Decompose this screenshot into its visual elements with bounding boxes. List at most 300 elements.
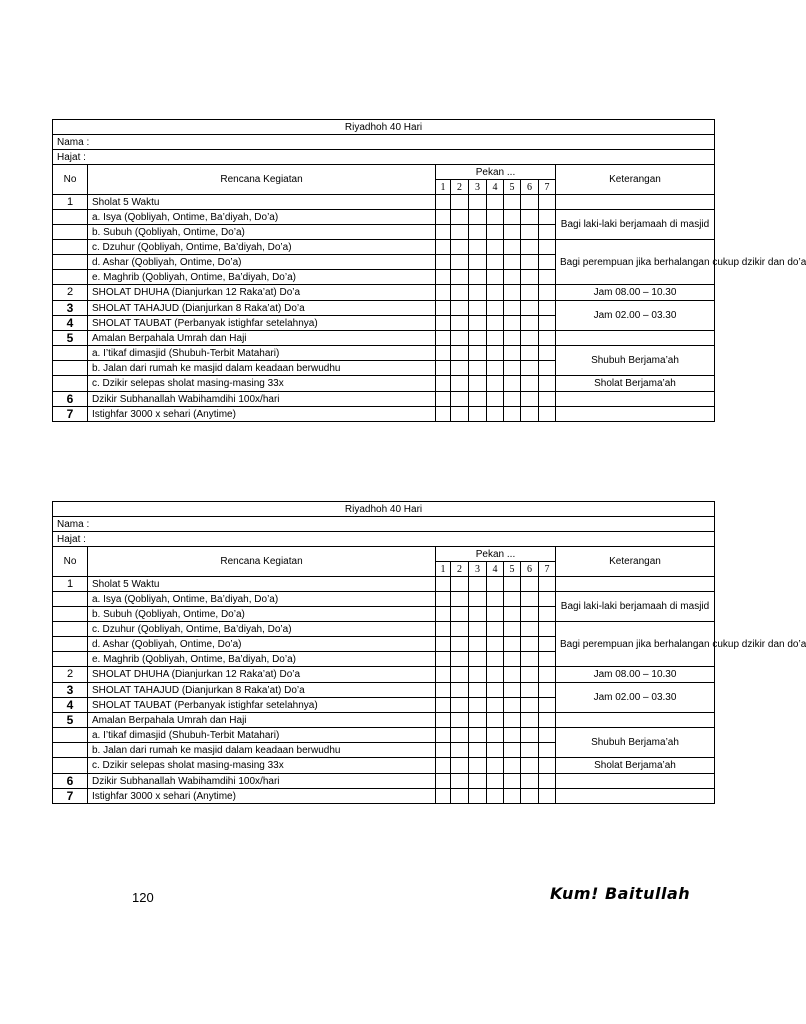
week-check-cell[interactable] bbox=[436, 285, 451, 301]
week-check-cell[interactable] bbox=[539, 698, 556, 713]
week-check-cell[interactable] bbox=[451, 758, 469, 774]
week-1: 1 bbox=[436, 562, 451, 577]
week-check-cell[interactable] bbox=[436, 774, 451, 789]
week-check-cell[interactable] bbox=[504, 331, 521, 346]
week-check-cell[interactable] bbox=[487, 195, 504, 210]
week-check-cell[interactable] bbox=[504, 225, 521, 240]
week-check-cell[interactable] bbox=[504, 622, 521, 637]
activity-text: SHOLAT TAHAJUD (Dianjurkan 8 Raka’at) Do’a bbox=[88, 301, 436, 316]
row-number bbox=[53, 652, 88, 667]
week-check-cell[interactable] bbox=[487, 210, 504, 225]
week-check-cell[interactable] bbox=[451, 607, 469, 622]
week-check-cell[interactable] bbox=[521, 240, 539, 255]
week-check-cell[interactable] bbox=[451, 270, 469, 285]
week-7: 7 bbox=[539, 562, 556, 577]
week-check-cell[interactable] bbox=[487, 698, 504, 713]
week-check-cell[interactable] bbox=[469, 361, 487, 376]
week-check-cell[interactable] bbox=[436, 592, 451, 607]
week-check-cell[interactable] bbox=[436, 255, 451, 270]
week-check-cell[interactable] bbox=[469, 301, 487, 316]
week-check-cell[interactable] bbox=[487, 713, 504, 728]
week-check-cell[interactable] bbox=[469, 789, 487, 804]
keterangan-laki: Bagi laki-laki berjamaah di masjid bbox=[556, 210, 715, 240]
week-check-cell[interactable] bbox=[451, 667, 469, 683]
week-check-cell[interactable] bbox=[539, 331, 556, 346]
week-check-cell[interactable] bbox=[436, 195, 451, 210]
week-check-cell[interactable] bbox=[487, 331, 504, 346]
week-check-cell[interactable] bbox=[469, 331, 487, 346]
week-check-cell[interactable] bbox=[469, 622, 487, 637]
week-check-cell[interactable] bbox=[436, 698, 451, 713]
week-check-cell[interactable] bbox=[451, 728, 469, 743]
week-check-cell[interactable] bbox=[521, 622, 539, 637]
riyadhoh-table bbox=[52, 501, 806, 804]
week-check-cell[interactable] bbox=[436, 316, 451, 331]
week-check-cell[interactable] bbox=[469, 683, 487, 698]
week-check-cell[interactable] bbox=[504, 301, 521, 316]
keterangan-empty bbox=[556, 713, 715, 728]
week-check-cell[interactable] bbox=[451, 407, 469, 422]
week-check-cell[interactable] bbox=[436, 225, 451, 240]
table-row bbox=[53, 758, 715, 774]
week-check-cell[interactable] bbox=[504, 407, 521, 422]
week-1: 1 bbox=[436, 180, 451, 195]
week-check-cell[interactable] bbox=[521, 592, 539, 607]
keterangan-empty bbox=[556, 195, 715, 210]
table-row bbox=[53, 240, 715, 255]
page-number: 120 bbox=[132, 890, 154, 905]
week-check-cell[interactable] bbox=[521, 698, 539, 713]
week-check-cell[interactable] bbox=[539, 592, 556, 607]
week-check-cell[interactable] bbox=[504, 667, 521, 683]
header-keterangan: Keterangan bbox=[556, 547, 715, 577]
week-check-cell[interactable] bbox=[539, 758, 556, 774]
week-check-cell[interactable] bbox=[436, 407, 451, 422]
row-number bbox=[53, 592, 88, 607]
week-check-cell[interactable] bbox=[436, 728, 451, 743]
week-check-cell[interactable] bbox=[487, 774, 504, 789]
week-check-cell[interactable] bbox=[539, 789, 556, 804]
week-check-cell[interactable] bbox=[521, 667, 539, 683]
row-number bbox=[53, 607, 88, 622]
week-check-cell[interactable] bbox=[521, 407, 539, 422]
row-number: 3 bbox=[53, 301, 88, 316]
week-check-cell[interactable] bbox=[504, 361, 521, 376]
week-check-cell[interactable] bbox=[436, 270, 451, 285]
week-check-cell[interactable] bbox=[436, 789, 451, 804]
week-check-cell[interactable] bbox=[504, 346, 521, 361]
week-check-cell[interactable] bbox=[539, 225, 556, 240]
header-rencana: Rencana Kegiatan bbox=[88, 165, 436, 195]
week-check-cell[interactable] bbox=[451, 789, 469, 804]
week-6: 6 bbox=[521, 180, 539, 195]
week-check-cell[interactable] bbox=[521, 743, 539, 758]
week-check-cell[interactable] bbox=[469, 728, 487, 743]
week-check-cell[interactable] bbox=[487, 592, 504, 607]
header-keterangan: Keterangan bbox=[556, 165, 715, 195]
week-check-cell[interactable] bbox=[539, 270, 556, 285]
week-check-cell[interactable] bbox=[436, 301, 451, 316]
week-check-cell[interactable] bbox=[504, 270, 521, 285]
week-check-cell[interactable] bbox=[451, 774, 469, 789]
riyadhoh-table-2 bbox=[52, 501, 806, 804]
week-check-cell[interactable] bbox=[487, 376, 504, 392]
week-check-cell[interactable] bbox=[521, 376, 539, 392]
week-check-cell[interactable] bbox=[469, 316, 487, 331]
week-check-cell[interactable] bbox=[521, 285, 539, 301]
week-check-cell[interactable] bbox=[504, 607, 521, 622]
week-check-cell[interactable] bbox=[487, 316, 504, 331]
week-check-cell[interactable] bbox=[504, 392, 521, 407]
week-check-cell[interactable] bbox=[539, 301, 556, 316]
week-check-cell[interactable] bbox=[487, 270, 504, 285]
week-check-cell[interactable] bbox=[469, 255, 487, 270]
header-pekan: Pekan ... bbox=[436, 547, 556, 562]
week-check-cell[interactable] bbox=[521, 577, 539, 592]
activity-text: e. Maghrib (Qobliyah, Ontime, Ba’diyah, Do’a) bbox=[88, 652, 436, 667]
week-check-cell[interactable] bbox=[469, 270, 487, 285]
hajat-field: Hajat : bbox=[53, 532, 715, 547]
row-number bbox=[53, 637, 88, 652]
week-check-cell[interactable] bbox=[451, 316, 469, 331]
week-check-cell[interactable] bbox=[487, 577, 504, 592]
row-number: 4 bbox=[53, 698, 88, 713]
week-check-cell[interactable] bbox=[469, 637, 487, 652]
row-number: 5 bbox=[53, 713, 88, 728]
week-check-cell[interactable] bbox=[539, 195, 556, 210]
row-number: 6 bbox=[53, 774, 88, 789]
week-check-cell[interactable] bbox=[487, 728, 504, 743]
week-check-cell[interactable] bbox=[469, 713, 487, 728]
week-check-cell[interactable] bbox=[451, 652, 469, 667]
week-check-cell[interactable] bbox=[451, 195, 469, 210]
week-3: 3 bbox=[469, 180, 487, 195]
week-check-cell[interactable] bbox=[521, 331, 539, 346]
row-number bbox=[53, 743, 88, 758]
week-check-cell[interactable] bbox=[436, 361, 451, 376]
week-check-cell[interactable] bbox=[469, 592, 487, 607]
week-check-cell[interactable] bbox=[469, 195, 487, 210]
week-check-cell[interactable] bbox=[487, 789, 504, 804]
row-number bbox=[53, 376, 88, 392]
week-check-cell[interactable] bbox=[487, 225, 504, 240]
week-check-cell[interactable] bbox=[451, 698, 469, 713]
activity-text: c. Dzuhur (Qobliyah, Ontime, Ba’diyah, Do’a) bbox=[88, 622, 436, 637]
week-check-cell[interactable] bbox=[521, 270, 539, 285]
activity-text: c. Dzuhur (Qobliyah, Ontime, Ba’diyah, Do’a) bbox=[88, 240, 436, 255]
week-check-cell[interactable] bbox=[487, 637, 504, 652]
week-check-cell[interactable] bbox=[539, 361, 556, 376]
table-title: Riyadhoh 40 Hari bbox=[53, 120, 715, 135]
activity-text: a. Isya (Qobliyah, Ontime, Ba’diyah, Do’a) bbox=[88, 210, 436, 225]
activity-text: Amalan Berpahala Umrah dan Haji bbox=[88, 331, 436, 346]
week-check-cell[interactable] bbox=[521, 683, 539, 698]
week-check-cell[interactable] bbox=[504, 285, 521, 301]
week-check-cell[interactable] bbox=[487, 652, 504, 667]
row-number bbox=[53, 225, 88, 240]
week-check-cell[interactable] bbox=[539, 285, 556, 301]
activity-text: Amalan Berpahala Umrah dan Haji bbox=[88, 713, 436, 728]
week-check-cell[interactable] bbox=[539, 667, 556, 683]
week-check-cell[interactable] bbox=[436, 346, 451, 361]
week-check-cell[interactable] bbox=[539, 683, 556, 698]
week-check-cell[interactable] bbox=[521, 195, 539, 210]
week-check-cell[interactable] bbox=[504, 758, 521, 774]
week-check-cell[interactable] bbox=[504, 316, 521, 331]
week-check-cell[interactable] bbox=[451, 346, 469, 361]
week-check-cell[interactable] bbox=[504, 743, 521, 758]
table-row bbox=[53, 301, 715, 316]
activity-text: e. Maghrib (Qobliyah, Ontime, Ba’diyah, Do’a) bbox=[88, 270, 436, 285]
week-3: 3 bbox=[469, 562, 487, 577]
week-check-cell[interactable] bbox=[521, 225, 539, 240]
week-check-cell[interactable] bbox=[521, 652, 539, 667]
table-row bbox=[53, 376, 715, 392]
week-check-cell[interactable] bbox=[539, 637, 556, 652]
week-check-cell[interactable] bbox=[451, 683, 469, 698]
week-check-cell[interactable] bbox=[451, 331, 469, 346]
table-row bbox=[53, 774, 715, 789]
week-check-cell[interactable] bbox=[539, 713, 556, 728]
week-check-cell[interactable] bbox=[451, 301, 469, 316]
week-check-cell[interactable] bbox=[539, 255, 556, 270]
week-check-cell[interactable] bbox=[504, 637, 521, 652]
week-check-cell[interactable] bbox=[469, 758, 487, 774]
week-check-cell[interactable] bbox=[469, 774, 487, 789]
hajat-field: Hajat : bbox=[53, 150, 715, 165]
week-check-cell[interactable] bbox=[539, 210, 556, 225]
activity-text: b. Jalan dari rumah ke masjid dalam keadaan berwudhu bbox=[88, 361, 436, 376]
table-row bbox=[53, 683, 715, 698]
week-check-cell[interactable] bbox=[469, 346, 487, 361]
week-check-cell[interactable] bbox=[451, 592, 469, 607]
activity-text: a. Isya (Qobliyah, Ontime, Ba’diyah, Do’a) bbox=[88, 592, 436, 607]
week-check-cell[interactable] bbox=[504, 592, 521, 607]
week-check-cell[interactable] bbox=[504, 376, 521, 392]
keterangan-empty bbox=[556, 392, 715, 407]
week-check-cell[interactable] bbox=[504, 652, 521, 667]
row-number bbox=[53, 758, 88, 774]
week-check-cell[interactable] bbox=[487, 607, 504, 622]
week-check-cell[interactable] bbox=[487, 743, 504, 758]
activity-text: a. I’tikaf dimasjid (Shubuh-Terbit Matahari) bbox=[88, 728, 436, 743]
week-check-cell[interactable] bbox=[451, 376, 469, 392]
week-check-cell[interactable] bbox=[521, 728, 539, 743]
week-check-cell[interactable] bbox=[539, 774, 556, 789]
week-check-cell[interactable] bbox=[436, 210, 451, 225]
week-check-cell[interactable] bbox=[469, 743, 487, 758]
table-row bbox=[53, 210, 715, 225]
week-check-cell[interactable] bbox=[469, 607, 487, 622]
activity-text: Istighfar 3000 x sehari (Anytime) bbox=[88, 789, 436, 804]
week-check-cell[interactable] bbox=[539, 240, 556, 255]
week-check-cell[interactable] bbox=[451, 285, 469, 301]
week-check-cell[interactable] bbox=[451, 210, 469, 225]
activity-text: Dzikir Subhanallah Wabihamdihi 100x/hari bbox=[88, 392, 436, 407]
week-check-cell[interactable] bbox=[436, 376, 451, 392]
week-check-cell[interactable] bbox=[504, 240, 521, 255]
week-check-cell[interactable] bbox=[487, 255, 504, 270]
week-check-cell[interactable] bbox=[469, 285, 487, 301]
week-check-cell[interactable] bbox=[451, 240, 469, 255]
week-check-cell[interactable] bbox=[504, 210, 521, 225]
week-check-cell[interactable] bbox=[436, 743, 451, 758]
activity-text: b. Subuh (Qobliyah, Ontime, Do’a) bbox=[88, 225, 436, 240]
header-rencana: Rencana Kegiatan bbox=[88, 547, 436, 577]
table-row bbox=[53, 622, 715, 637]
week-check-cell[interactable] bbox=[521, 637, 539, 652]
table-row bbox=[53, 392, 715, 407]
week-check-cell[interactable] bbox=[436, 607, 451, 622]
row-number: 5 bbox=[53, 331, 88, 346]
week-check-cell[interactable] bbox=[521, 210, 539, 225]
week-check-cell[interactable] bbox=[521, 301, 539, 316]
week-check-cell[interactable] bbox=[487, 407, 504, 422]
week-check-cell[interactable] bbox=[539, 407, 556, 422]
week-check-cell[interactable] bbox=[487, 361, 504, 376]
week-check-cell[interactable] bbox=[469, 392, 487, 407]
week-check-cell[interactable] bbox=[436, 713, 451, 728]
week-check-cell[interactable] bbox=[504, 577, 521, 592]
table-row bbox=[53, 285, 715, 301]
week-check-cell[interactable] bbox=[436, 331, 451, 346]
activity-text: d. Ashar (Qobliyah, Ontime, Do’a) bbox=[88, 255, 436, 270]
week-check-cell[interactable] bbox=[487, 240, 504, 255]
keterangan-jalan: Sholat Berjama’ah bbox=[556, 376, 715, 392]
week-check-cell[interactable] bbox=[436, 392, 451, 407]
week-check-cell[interactable] bbox=[487, 667, 504, 683]
row-number: 1 bbox=[53, 577, 88, 592]
row-number: 7 bbox=[53, 407, 88, 422]
table-title: Riyadhoh 40 Hari bbox=[53, 502, 715, 517]
week-check-cell[interactable] bbox=[521, 361, 539, 376]
week-check-cell[interactable] bbox=[451, 392, 469, 407]
nama-field: Nama : bbox=[53, 135, 715, 150]
row-number bbox=[53, 255, 88, 270]
week-check-cell[interactable] bbox=[504, 255, 521, 270]
week-check-cell[interactable] bbox=[451, 743, 469, 758]
keterangan-perempuan: Bagi perempuan jika berhalangan cukup dzikir dan do’a bbox=[556, 622, 715, 667]
week-check-cell[interactable] bbox=[469, 225, 487, 240]
activity-text: SHOLAT DHUHA (Dianjurkan 12 Raka’at) Do’a bbox=[88, 667, 436, 683]
week-check-cell[interactable] bbox=[539, 652, 556, 667]
activity-text: b. Jalan dari rumah ke masjid dalam keadaan berwudhu bbox=[88, 743, 436, 758]
week-check-cell[interactable] bbox=[504, 774, 521, 789]
week-check-cell[interactable] bbox=[451, 713, 469, 728]
week-check-cell[interactable] bbox=[504, 713, 521, 728]
week-check-cell[interactable] bbox=[521, 713, 539, 728]
week-check-cell[interactable] bbox=[487, 285, 504, 301]
week-check-cell[interactable] bbox=[436, 758, 451, 774]
week-check-cell[interactable] bbox=[504, 195, 521, 210]
keterangan-empty bbox=[556, 331, 715, 346]
week-check-cell[interactable] bbox=[487, 683, 504, 698]
week-check-cell[interactable] bbox=[487, 346, 504, 361]
week-check-cell[interactable] bbox=[521, 392, 539, 407]
week-check-cell[interactable] bbox=[504, 698, 521, 713]
week-check-cell[interactable] bbox=[521, 316, 539, 331]
week-check-cell[interactable] bbox=[521, 346, 539, 361]
week-check-cell[interactable] bbox=[487, 392, 504, 407]
week-check-cell[interactable] bbox=[451, 577, 469, 592]
header-pekan: Pekan ... bbox=[436, 165, 556, 180]
week-check-cell[interactable] bbox=[539, 728, 556, 743]
week-check-cell[interactable] bbox=[539, 607, 556, 622]
week-check-cell[interactable] bbox=[487, 758, 504, 774]
week-check-cell[interactable] bbox=[487, 301, 504, 316]
week-check-cell[interactable] bbox=[521, 607, 539, 622]
week-check-cell[interactable] bbox=[469, 667, 487, 683]
activity-text: c. Dzikir selepas sholat masing-masing 33x bbox=[88, 758, 436, 774]
week-check-cell[interactable] bbox=[521, 255, 539, 270]
riyadhoh-table-1 bbox=[52, 119, 806, 422]
week-2: 2 bbox=[451, 180, 469, 195]
activity-text: Istighfar 3000 x sehari (Anytime) bbox=[88, 407, 436, 422]
week-check-cell[interactable] bbox=[436, 667, 451, 683]
week-check-cell[interactable] bbox=[436, 652, 451, 667]
activity-text: b. Subuh (Qobliyah, Ontime, Do’a) bbox=[88, 607, 436, 622]
table-row bbox=[53, 667, 715, 683]
week-check-cell[interactable] bbox=[539, 743, 556, 758]
week-check-cell[interactable] bbox=[539, 376, 556, 392]
week-check-cell[interactable] bbox=[504, 789, 521, 804]
week-check-cell[interactable] bbox=[539, 392, 556, 407]
week-check-cell[interactable] bbox=[436, 683, 451, 698]
week-check-cell[interactable] bbox=[504, 683, 521, 698]
week-check-cell[interactable] bbox=[469, 240, 487, 255]
week-check-cell[interactable] bbox=[539, 316, 556, 331]
week-check-cell[interactable] bbox=[451, 255, 469, 270]
week-7: 7 bbox=[539, 180, 556, 195]
week-check-cell[interactable] bbox=[436, 622, 451, 637]
activity-rows bbox=[53, 195, 806, 422]
week-check-cell[interactable] bbox=[521, 789, 539, 804]
week-check-cell[interactable] bbox=[521, 774, 539, 789]
keterangan-dhuha: Jam 08.00 – 10.30 bbox=[556, 667, 715, 683]
row-number: 2 bbox=[53, 285, 88, 301]
keterangan-laki: Bagi laki-laki berjamaah di masjid bbox=[556, 592, 715, 622]
week-check-cell[interactable] bbox=[451, 361, 469, 376]
activity-text: SHOLAT TAUBAT (Perbanyak istighfar setelahnya) bbox=[88, 698, 436, 713]
keterangan-empty bbox=[556, 789, 715, 804]
week-check-cell[interactable] bbox=[469, 698, 487, 713]
week-check-cell[interactable] bbox=[504, 728, 521, 743]
week-check-cell[interactable] bbox=[451, 637, 469, 652]
week-check-cell[interactable] bbox=[436, 240, 451, 255]
table-row bbox=[53, 195, 715, 210]
week-check-cell[interactable] bbox=[436, 577, 451, 592]
week-check-cell[interactable] bbox=[539, 577, 556, 592]
keterangan-empty bbox=[556, 407, 715, 422]
week-check-cell[interactable] bbox=[487, 622, 504, 637]
week-check-cell[interactable] bbox=[451, 622, 469, 637]
week-check-cell[interactable] bbox=[469, 652, 487, 667]
nama-field: Nama : bbox=[53, 517, 715, 532]
activity-text: Sholat 5 Waktu bbox=[88, 577, 436, 592]
week-5: 5 bbox=[504, 562, 521, 577]
activity-text: SHOLAT TAUBAT (Perbanyak istighfar setelahnya) bbox=[88, 316, 436, 331]
week-check-cell[interactable] bbox=[469, 376, 487, 392]
week-check-cell[interactable] bbox=[451, 225, 469, 240]
week-check-cell[interactable] bbox=[436, 637, 451, 652]
week-check-cell[interactable] bbox=[539, 622, 556, 637]
row-number: 6 bbox=[53, 392, 88, 407]
week-check-cell[interactable] bbox=[469, 407, 487, 422]
week-check-cell[interactable] bbox=[539, 346, 556, 361]
week-check-cell[interactable] bbox=[469, 577, 487, 592]
week-check-cell[interactable] bbox=[521, 758, 539, 774]
week-check-cell[interactable] bbox=[469, 210, 487, 225]
